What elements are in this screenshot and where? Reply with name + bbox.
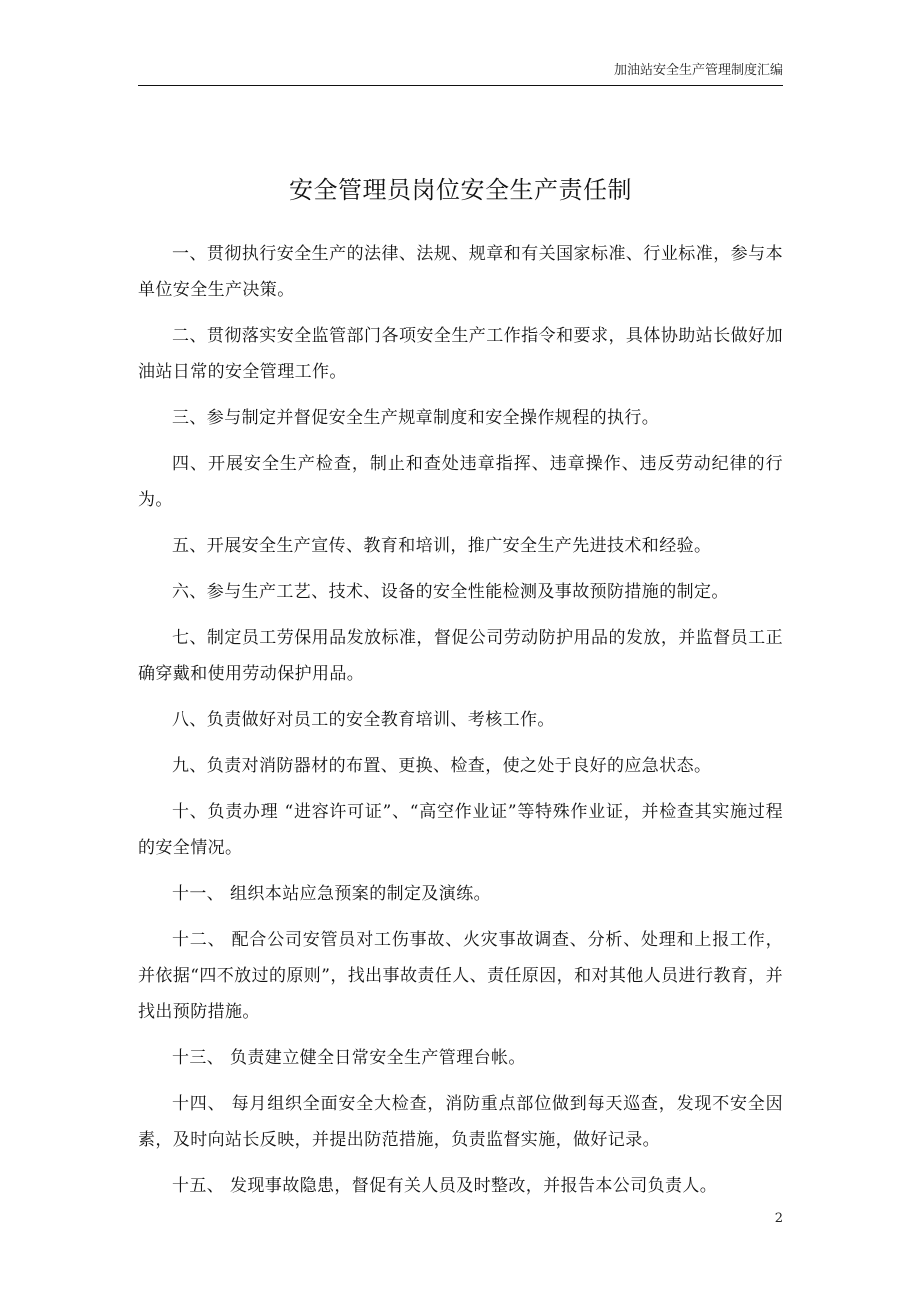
- clause-3: 三、参与制定并督促安全生产规章制度和安全操作规程的执行。: [172, 408, 660, 428]
- clause-9: 九、负责对消防器材的布置、更换、检查，使之处于良好的应急状态。: [172, 756, 712, 776]
- document-body: [138, 236, 783, 1214]
- clause-14: 十四、 每月组织全面安全大检查，消防重点部位做到每天巡查，发现不安全因素，及时向站长反映，并提出防范措施，负责监督实施，做好记录。: [138, 1094, 783, 1150]
- clause-7: 七、制定员工劳保用品发放标准，督促公司劳动防护用品的发放，并监督员工正确穿戴和使用劳动保护用品。: [138, 628, 783, 684]
- clause-13: 十三、 负责建立健全日常安全生产管理台帐。: [172, 1048, 526, 1068]
- clause-15: 十五、 发现事故隐患，督促有关人员及时整改，并报告本公司负责人。: [172, 1176, 718, 1196]
- clause-2: 二、贯彻落实安全监管部门各项安全生产工作指令和要求，具体协助站长做好加油站日常的安全管理工作。: [138, 326, 783, 382]
- document-title: 安全管理员岗位安全生产责任制: [289, 176, 632, 204]
- clause-8: 八、负责做好对员工的安全教育培训、考核工作。: [172, 710, 555, 730]
- clause-4: 四、开展安全生产检查，制止和查处违章指挥、违章操作、违反劳动纪律的行为。: [138, 454, 783, 510]
- clause-6: 六、参与生产工艺、技术、设备的安全性能检测及事故预防措施的制定。: [172, 582, 729, 602]
- clause-1: 一、贯彻执行安全生产的法律、法规、规章和有关国家标准、行业标准，参与本单位安全生产决策。: [138, 244, 783, 300]
- clause-10: 十、负责办理 “进容许可证”、“高空作业证”等特殊作业证，并检查其实施过程的安全情况。: [138, 802, 783, 858]
- clause-11: 十一、 组织本站应急预案的制定及演练。: [172, 884, 492, 904]
- clause-5: 五、开展安全生产宣传、教育和培训，推广安全生产先进技术和经验。: [172, 536, 712, 556]
- clause-12: 十二、 配合公司安管员对工伤事故、火灾事故调查、分析、处理和上报工作，并依据“四不放过的原则”，找出事故责任人、责任原因，和对其他人员进行教育，并找出预防措施。: [138, 930, 783, 1022]
- page-number: 2: [774, 1211, 783, 1226]
- header-rule: [138, 85, 783, 86]
- running-header: 加油站安全生产管理制度汇编: [613, 63, 783, 78]
